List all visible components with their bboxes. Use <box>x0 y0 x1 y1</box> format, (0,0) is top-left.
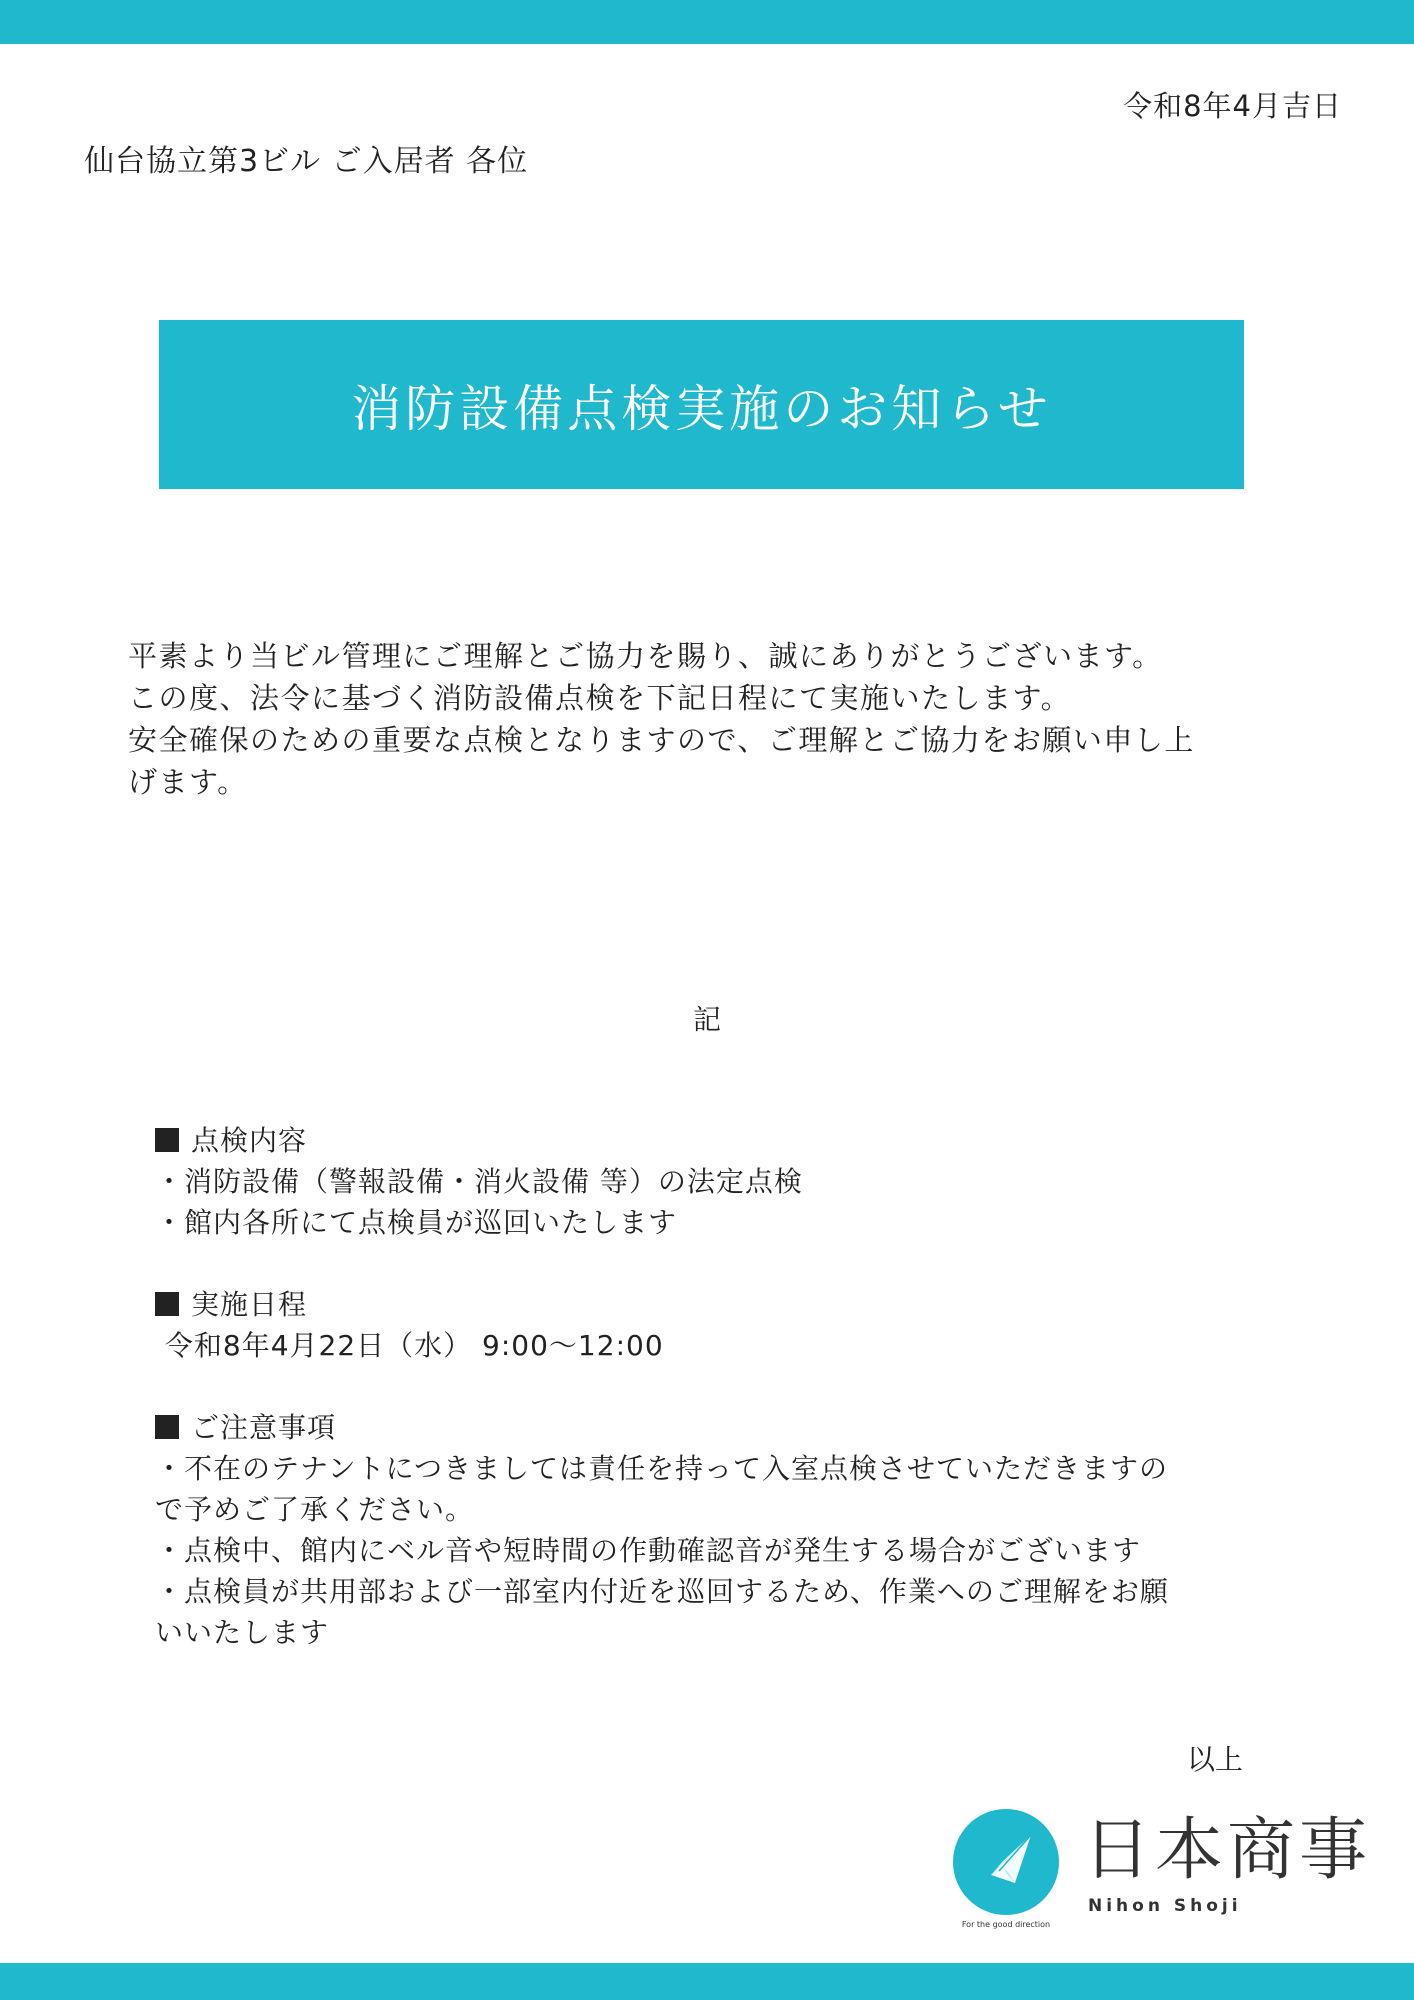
section-spacer <box>155 1366 1275 1407</box>
section-heading-schedule <box>155 1284 1275 1325</box>
schedule-line: 令和8年4月22日（水） 9:00〜12:00 <box>155 1329 664 1362</box>
closing-ijo: 以上 <box>1187 1743 1244 1776</box>
section-heading-label: ご注意事項 <box>191 1411 337 1444</box>
title-banner <box>159 320 1244 489</box>
addressee: 仙台協立第3ビル ご入居者 各位 <box>84 144 529 179</box>
company-roman-name: Nihon Shoji <box>1088 1896 1242 1916</box>
intro-paragraph <box>128 635 1288 803</box>
detail-line: で予めご了承ください。 <box>155 1493 475 1526</box>
section-heading-notes <box>155 1407 1275 1448</box>
bottom-accent-bar <box>0 1963 1414 2000</box>
paper-plane-icon <box>953 1809 1059 1915</box>
notice-title: 消防設備点検実施のお知らせ <box>351 379 1052 438</box>
square-bullet-icon <box>155 1292 179 1316</box>
detail-line: ・点検中、館内にベル音や短時間の作動確認音が発生する場合がございます <box>155 1534 1142 1567</box>
square-bullet-icon <box>155 1415 179 1439</box>
company-logo <box>953 1809 1059 1915</box>
logo-tagline: For the good direction <box>961 1920 1051 1929</box>
intro-line: 安全確保のための重要な点検となりますので、ご理解とご協力をお願い申し上 <box>128 723 1195 757</box>
section-heading-label: 実施日程 <box>191 1288 308 1321</box>
issue-date: 令和8年4月吉日 <box>1123 89 1342 123</box>
top-accent-bar <box>0 0 1414 44</box>
details-block <box>155 1120 1275 1653</box>
square-bullet-icon <box>155 1128 179 1152</box>
intro-line: げます。 <box>128 765 248 799</box>
detail-line: いいたします <box>155 1616 330 1649</box>
detail-line: ・館内各所にて点検員が巡回いたします <box>155 1206 678 1239</box>
intro-line: この度、法令に基づく消防設備点検を下記日程にて実施いたします。 <box>128 681 1072 715</box>
section-heading-inspection <box>155 1120 1275 1161</box>
ki-heading: 記 <box>692 1003 721 1036</box>
section-spacer <box>155 1243 1275 1284</box>
intro-line: 平素より当ビル管理にご理解とご協力を賜り、誠にありがとうございます。 <box>128 639 1163 673</box>
detail-line: ・点検員が共用部および一部室内付近を巡回するため、作業へのご理解をお願 <box>155 1575 1169 1608</box>
detail-line: ・不在のテナントにつきましては責任を持って入室点検させていただきますの <box>155 1452 1169 1485</box>
company-name: 日本商事 <box>1083 1811 1372 1890</box>
section-heading-label: 点検内容 <box>191 1124 308 1157</box>
detail-line: ・消防設備（警報設備・消火設備 等）の法定点検 <box>155 1165 803 1198</box>
